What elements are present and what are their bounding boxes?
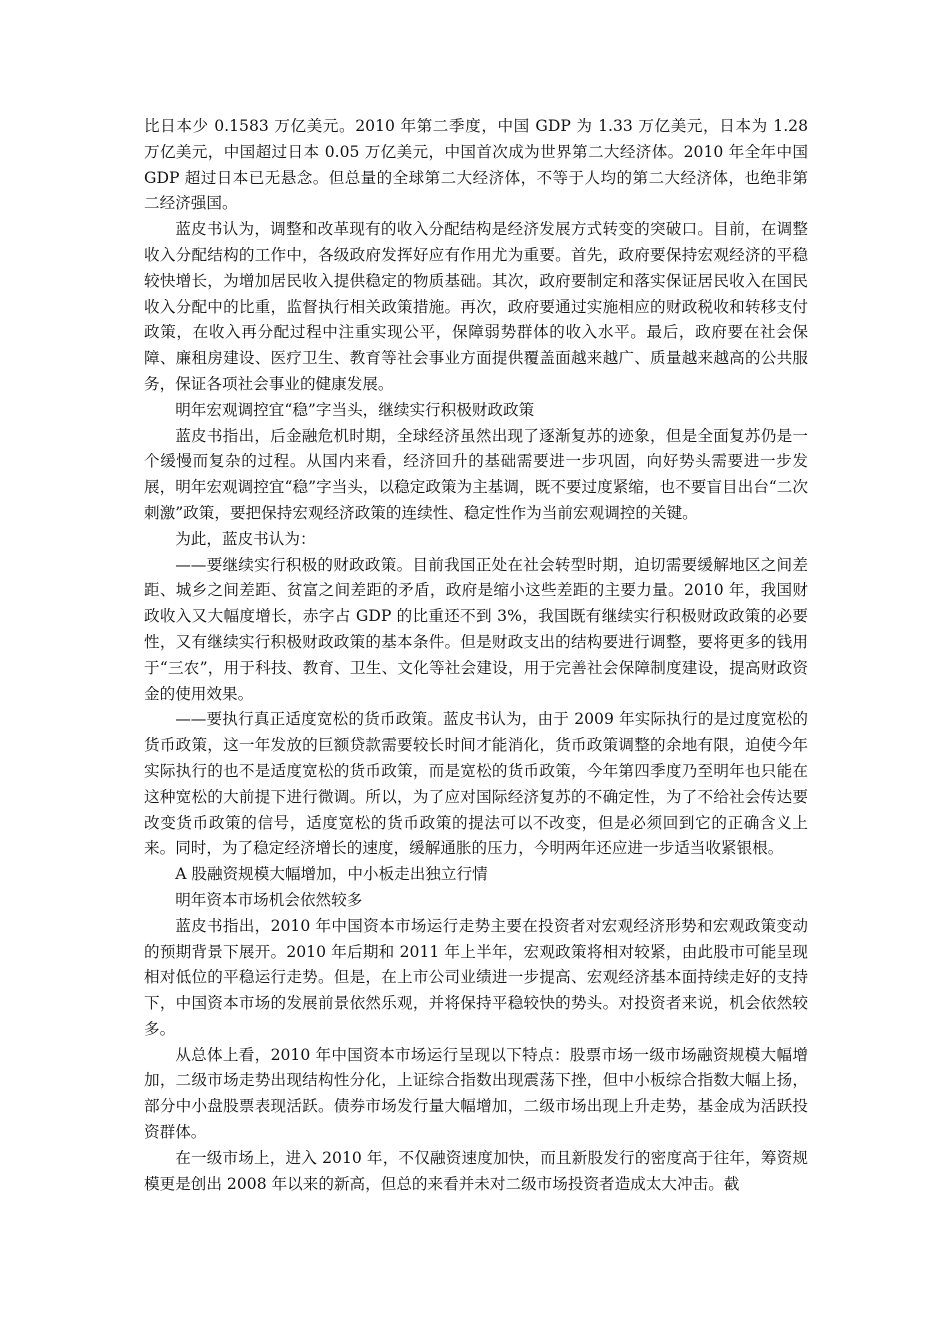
paragraph-fiscal-policy: ——要继续实行积极的财政政策。目前我国正处在社会转型时期，迫切需要缓解地区之间差距、城乡之间差距、贫富之间差距的矛盾，政府是缩小这些差距的主要力量。2010 年，我国财政收入又大幅度增长，赤字占 GDP 的比重还不到 3%，我国既有继续实行积极财政政策的必要性，又有继续实行积极财政政策的基本条件。但是财政支出的结构要进行调整，要将更多的钱用于“三农”，用于科技、教育、卫生、文化等社会建设，用于完善社会保障制度建设，提高财政资金的使用效果。	[144, 555, 808, 703]
section-heading-capital-market: 明年资本市场机会依然较多	[175, 890, 363, 909]
paragraph-income-distribution: 蓝皮书认为，调整和改革现有的收入分配结构是经济发展方式转变的突破口。目前，在调整收入分配结构的工作中，各级政府发挥好应有作用尤为重要。首先，政府要保持宏观经济的平稳较快增长，为增加居民收入提供稳定的物质基础。其次，政府要制定和落实保证居民收入在国民收入分配中的比重，监督执行相关政策措施。再次，政府要通过实施相应的财政税收和转移支付政策，在收入再分配过程中注重实现公平，保障弱势群体的收入水平。最后，政府要在社会保障、廉租房建设、医疗卫生、教育等社会事业方面提供覆盖面越来越广、质量越来越高的公共服务，保证各项社会事业的健康发展。	[144, 220, 808, 393]
paragraph-post-crisis: 蓝皮书指出，后金融危机时期，全球经济虽然出现了逐渐复苏的迹象，但是全面复苏仍是一个缓慢而复杂的过程。从国内来看，经济回升的基础需要进一步巩固，向好势头需要进一步发展，明年宏观调控宜“稳”字当头，以稳定政策为主基调，既不要过度紧缩，也不要盲目出台“二次刺激”政策，要把保持宏观经济政策的连续性、稳定性作为当前宏观调控的关键。	[144, 426, 808, 522]
paragraph-continuation: 比日本少 0.1583 万亿美元。2010 年第二季度，中国 GDP 为 1.33 万亿美元，日本为 1.28 万亿美元，中国超过日本 0.05 万亿美元，中国首次成为世界第二大经济体。2010 年全年中国 GDP 超过日本已无悬念。但总量的全球第二大经济体，不等于人均的第二大经济体，也绝非第二经济强国。	[144, 117, 808, 213]
paragraph-monetary-policy: ——要执行真正适度宽松的货币政策。蓝皮书认为，由于 2009 年实际执行的是过度宽松的货币政策，这一年发放的巨额贷款需要较长时间才能消化，货币政策调整的余地有限，迫使今年实际执行的也不是适度宽松的货币政策，而是宽松的货币政策，今年第四季度乃至明年也只能在这种宽松的大前提下进行微调。所以，为了应对国际经济复苏的不确定性，为了不给社会传达要改变货币政策的信号，适度宽松的货币政策的提法可以不改变，但是必须回到它的正确含义上来。同时，为了稳定经济增长的速度，缓解通胀的压力，今明两年还应进一步适当收紧银根。	[144, 710, 808, 858]
paragraph-market-features: 从总体上看，2010 年中国资本市场运行呈现以下特点：股票市场一级市场融资规模大幅增加，二级市场走势出现结构性分化，上证综合指数出现震荡下挫，但中小板综合指数大幅上扬，部分中小盘股票表现活跃。债券市场发行量大幅增加，二级市场出现上升走势，基金成为活跃投资群体。	[144, 1045, 808, 1142]
paragraph-primary-market: 在一级市场上，进入 2010 年，不仅融资速度加快，而且新股发行的密度高于往年，筹资规模更是创出 2008 年以来的新高，但总的来看并未对二级市场投资者造成太大冲击。截	[144, 1148, 808, 1193]
paragraph-therefore: 为此，蓝皮书认为：	[175, 529, 316, 548]
section-heading-a-share: A 股融资规模大幅增加，中小板走出独立行情	[175, 865, 488, 884]
section-heading-macro-control: 明年宏观调控宜“稳”字当头，继续实行积极财政政策	[175, 400, 535, 419]
paragraph-capital-market-outlook: 蓝皮书指出，2010 年中国资本市场运行走势主要在投资者对宏观经济形势和宏观政策变动的预期背景下展开。2010 年后期和 2011 年上半年，宏观政策将相对较紧，由此股市可能呈现相对低位的平稳运行走势。但是，在上市公司业绩进一步提高、宏观经济基本面持续走好的支持下，中国资本市场的发展前景依然乐观，并将保持平稳较快的势头。对投资者来说，机会依然较多。	[144, 916, 808, 1038]
document-page	[144, 114, 808, 1197]
